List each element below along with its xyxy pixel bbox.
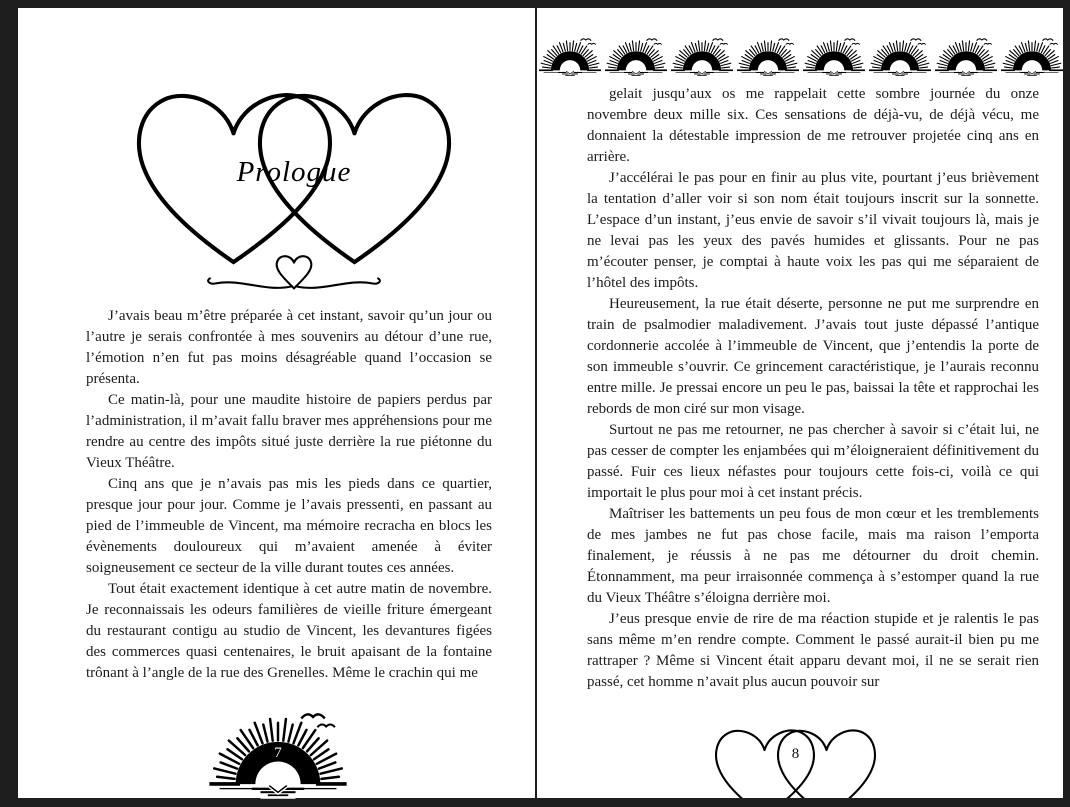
chapter-title: Prologue [236, 155, 352, 188]
paragraph: gelait jusqu’aux os me rappelait cette sombre journée du onze novembre deux mille six. Ces sensations de déjà-vu, de déjà vécu, me donnaient la détestable impression de me retrouver projetée cinq ans en arrière. [587, 86, 1039, 165]
sunrise-icon [867, 36, 933, 77]
sunrise-icon [603, 36, 669, 77]
page-number-right: 8 [791, 746, 800, 762]
paragraph: Heureusement, la rue était déserte, personne ne put me surprendre en train de psalmodier maladivement. J’avais tout juste dépassé l’antique cordonnerie accolée à l’immeuble de Vincent, que j’entendis la porte de son immeuble s’ouvrir. Ce grincement caractéristique, je l’aurais reconnu entre mille. Je pressai encore un peu le pas, baissai la tête et rapprochai les rebords de mon ciré sur mon visage. [587, 296, 1039, 417]
paragraph: J’accélérai le pas pour en finir au plus vite, pourtant j’eus brièvement la tentation d’aller voir si son nom était toujours inscrit sur la sonnette. L’espace d’un instant, j’eus envie de savoir s’il vivait toujours là, mais je ne levai pas les yeux des pavés humides et glissants. Pour ne pas m’écouter penser, je comptai à haute voix les pas qui me séparaient de l’hôtel des impôts. [587, 170, 1039, 291]
paragraph: Ce matin-là, pour une maudite histoire de papiers perdus par l’administration, il m’avait fallu braver mes appréhensions pour me rendre au centre des impôts situé juste derrière la rue piétonne du Vieux Théâtre. [86, 392, 492, 471]
paragraph: J’avais beau m’être préparée à cet instant, savoir qu’un jour ou l’autre je serais confrontée à mes souvenirs au détour d’une rue, l’émotion n’en fut pas moins désagréable quand l’occasion se présenta. [86, 308, 492, 387]
paragraph: Cinq ans que je n’avais pas mis les pieds dans ce quartier, presque jour pour jour. Comme je l’avais pressenti, en passant au pied de l’immeuble de Vincent, ma mémoire recracha en blocs les évènements douloureux qui m’avaient amenée à éviter soigneusement ce secteur de la ville durant toutes ces années. [86, 476, 492, 576]
sunrise-icon [999, 36, 1063, 77]
paragraph: Surtout ne pas me retourner, ne pas chercher à savoir si c’était lui, ne pas cesser de compter les enjambées qui m’éloigneraient définitivement du passé. Fuir ces lieux néfastes pour toujours cette fois-ci, voilà ce qui importait le plus pour moi à cet instant précis. [587, 422, 1039, 501]
sunrise-header-band [537, 36, 1063, 88]
sunrise-icon [933, 36, 999, 77]
paragraph: Tout était exactement identique à cet autre matin de novembre. Je reconnaissais les odeurs familières de vieille friture émergeant du restaurant contigu au studio de Vincent, les devantures figées des commerces quasi centenaires, le bruit apaisant de la fontaine trônant à l’angle de la rue des Grenelles. Même le crachin qui me [86, 581, 492, 681]
right-page [537, 8, 1063, 798]
paragraph: J’eus presque envie de rire de ma réaction stupide et je ralentis le pas sans même m’en rendre compte. Comment le passé aurait-il bien pu me rattraper ? Même si Vincent était apparu devant moi, il ne se serait rien passé, cet homme n’avait plus aucun pouvoir sur [587, 611, 1039, 690]
left-page-text [86, 306, 492, 684]
right-page-text [587, 84, 1039, 693]
sunrise-icon [735, 36, 801, 77]
heart-flourish-divider-icon [200, 250, 388, 296]
sunrise-icon [669, 36, 735, 77]
sunrise-icon [801, 36, 867, 77]
left-page [18, 8, 535, 798]
sunrise-icon [537, 36, 603, 77]
page-number-left: 7 [274, 745, 282, 761]
paragraph: Maîtriser les battements un peu fous de mon cœur et les tremblements de mes jambes ne fut pas chose facile, mais ma raison l’emporta finalement, je réussis à ne pas me détourner du droit chemin. Étonnamment, ma peur irraisonnée commença à s’estomper quand la rue du Vieux Théâtre s’éloigna derrière moi. [587, 506, 1039, 606]
